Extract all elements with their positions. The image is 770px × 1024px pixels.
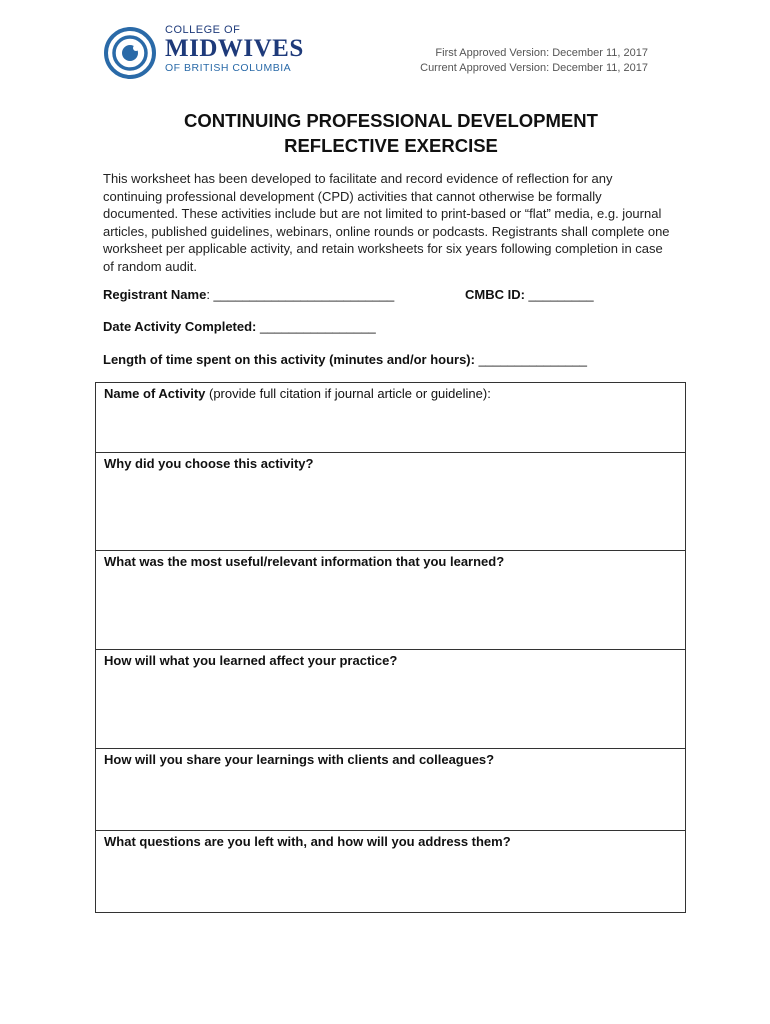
question-box-practice-effect[interactable] [95, 649, 686, 748]
question-box-share-learnings[interactable] [95, 748, 686, 830]
date-completed-field[interactable] [103, 319, 376, 334]
question-label: Name of Activity (provide full citation if journal article or guideline): [104, 386, 491, 401]
version-info [420, 46, 648, 75]
title-line-2: REFLECTIVE EXERCISE [284, 135, 498, 156]
college-logo [103, 24, 303, 80]
time-spent-label: Length of time spent on this activity (minutes and/or hours): [103, 352, 475, 367]
logo-line-midwives: MIDWIVES [165, 35, 304, 62]
question-box-remaining-questions[interactable] [95, 830, 686, 913]
current-approved-version: Current Approved Version: December 11, 2017 [420, 61, 648, 74]
question-label: What was the most useful/relevant information that you learned? [104, 554, 505, 569]
cmbc-id-label: CMBC ID: [465, 287, 525, 302]
time-spent-blank[interactable]: _______________ [474, 352, 588, 367]
date-completed-label: Date Activity Completed: [103, 319, 257, 334]
first-approved-version: First Approved Version: December 11, 2017 [435, 47, 648, 59]
question-box-why-chosen[interactable] [95, 452, 686, 550]
logo-line-bc: OF BRITISH COLUMBIA [165, 62, 292, 74]
registrant-name-label: Registrant Name [103, 287, 207, 302]
cmbc-id-blank[interactable]: _________ [524, 287, 594, 302]
midwives-logo-icon [103, 26, 157, 80]
logo-wordmark [165, 24, 304, 75]
question-label: Why did you choose this activity? [104, 456, 314, 471]
time-spent-field[interactable] [103, 352, 587, 367]
question-label: How will what you learned affect your practice? [104, 653, 398, 668]
logo-line-college: COLLEGE OF [165, 24, 241, 36]
question-label: How will you share your learnings with clients and colleagues? [104, 752, 495, 767]
intro-paragraph: This worksheet has been developed to facilitate and record evidence of reflection for any continuing professional development (CPD) activities that cannot otherwise be formally documented. These activities include but are not limited to print-based or “flat” media, e.g. journal articles, published guidelines, webinars, online rounds or podcasts. Registrants shall complete one worksheet per applicable activity, and retain worksheets for six years following completion in case of random audit. [103, 171, 670, 274]
question-label: What questions are you left with, and how will you address them? [104, 834, 511, 849]
cmbc-id-field[interactable] [465, 287, 594, 302]
question-box-activity-name[interactable] [95, 382, 686, 452]
date-completed-blank[interactable]: ________________ [256, 319, 376, 334]
registrant-name-blank[interactable]: : _________________________ [206, 287, 395, 302]
registrant-name-field[interactable] [103, 287, 394, 302]
document-title [100, 108, 682, 158]
title-line-1: CONTINUING PROFESSIONAL DEVELOPMENT [184, 110, 598, 131]
question-box-useful-info[interactable] [95, 550, 686, 649]
